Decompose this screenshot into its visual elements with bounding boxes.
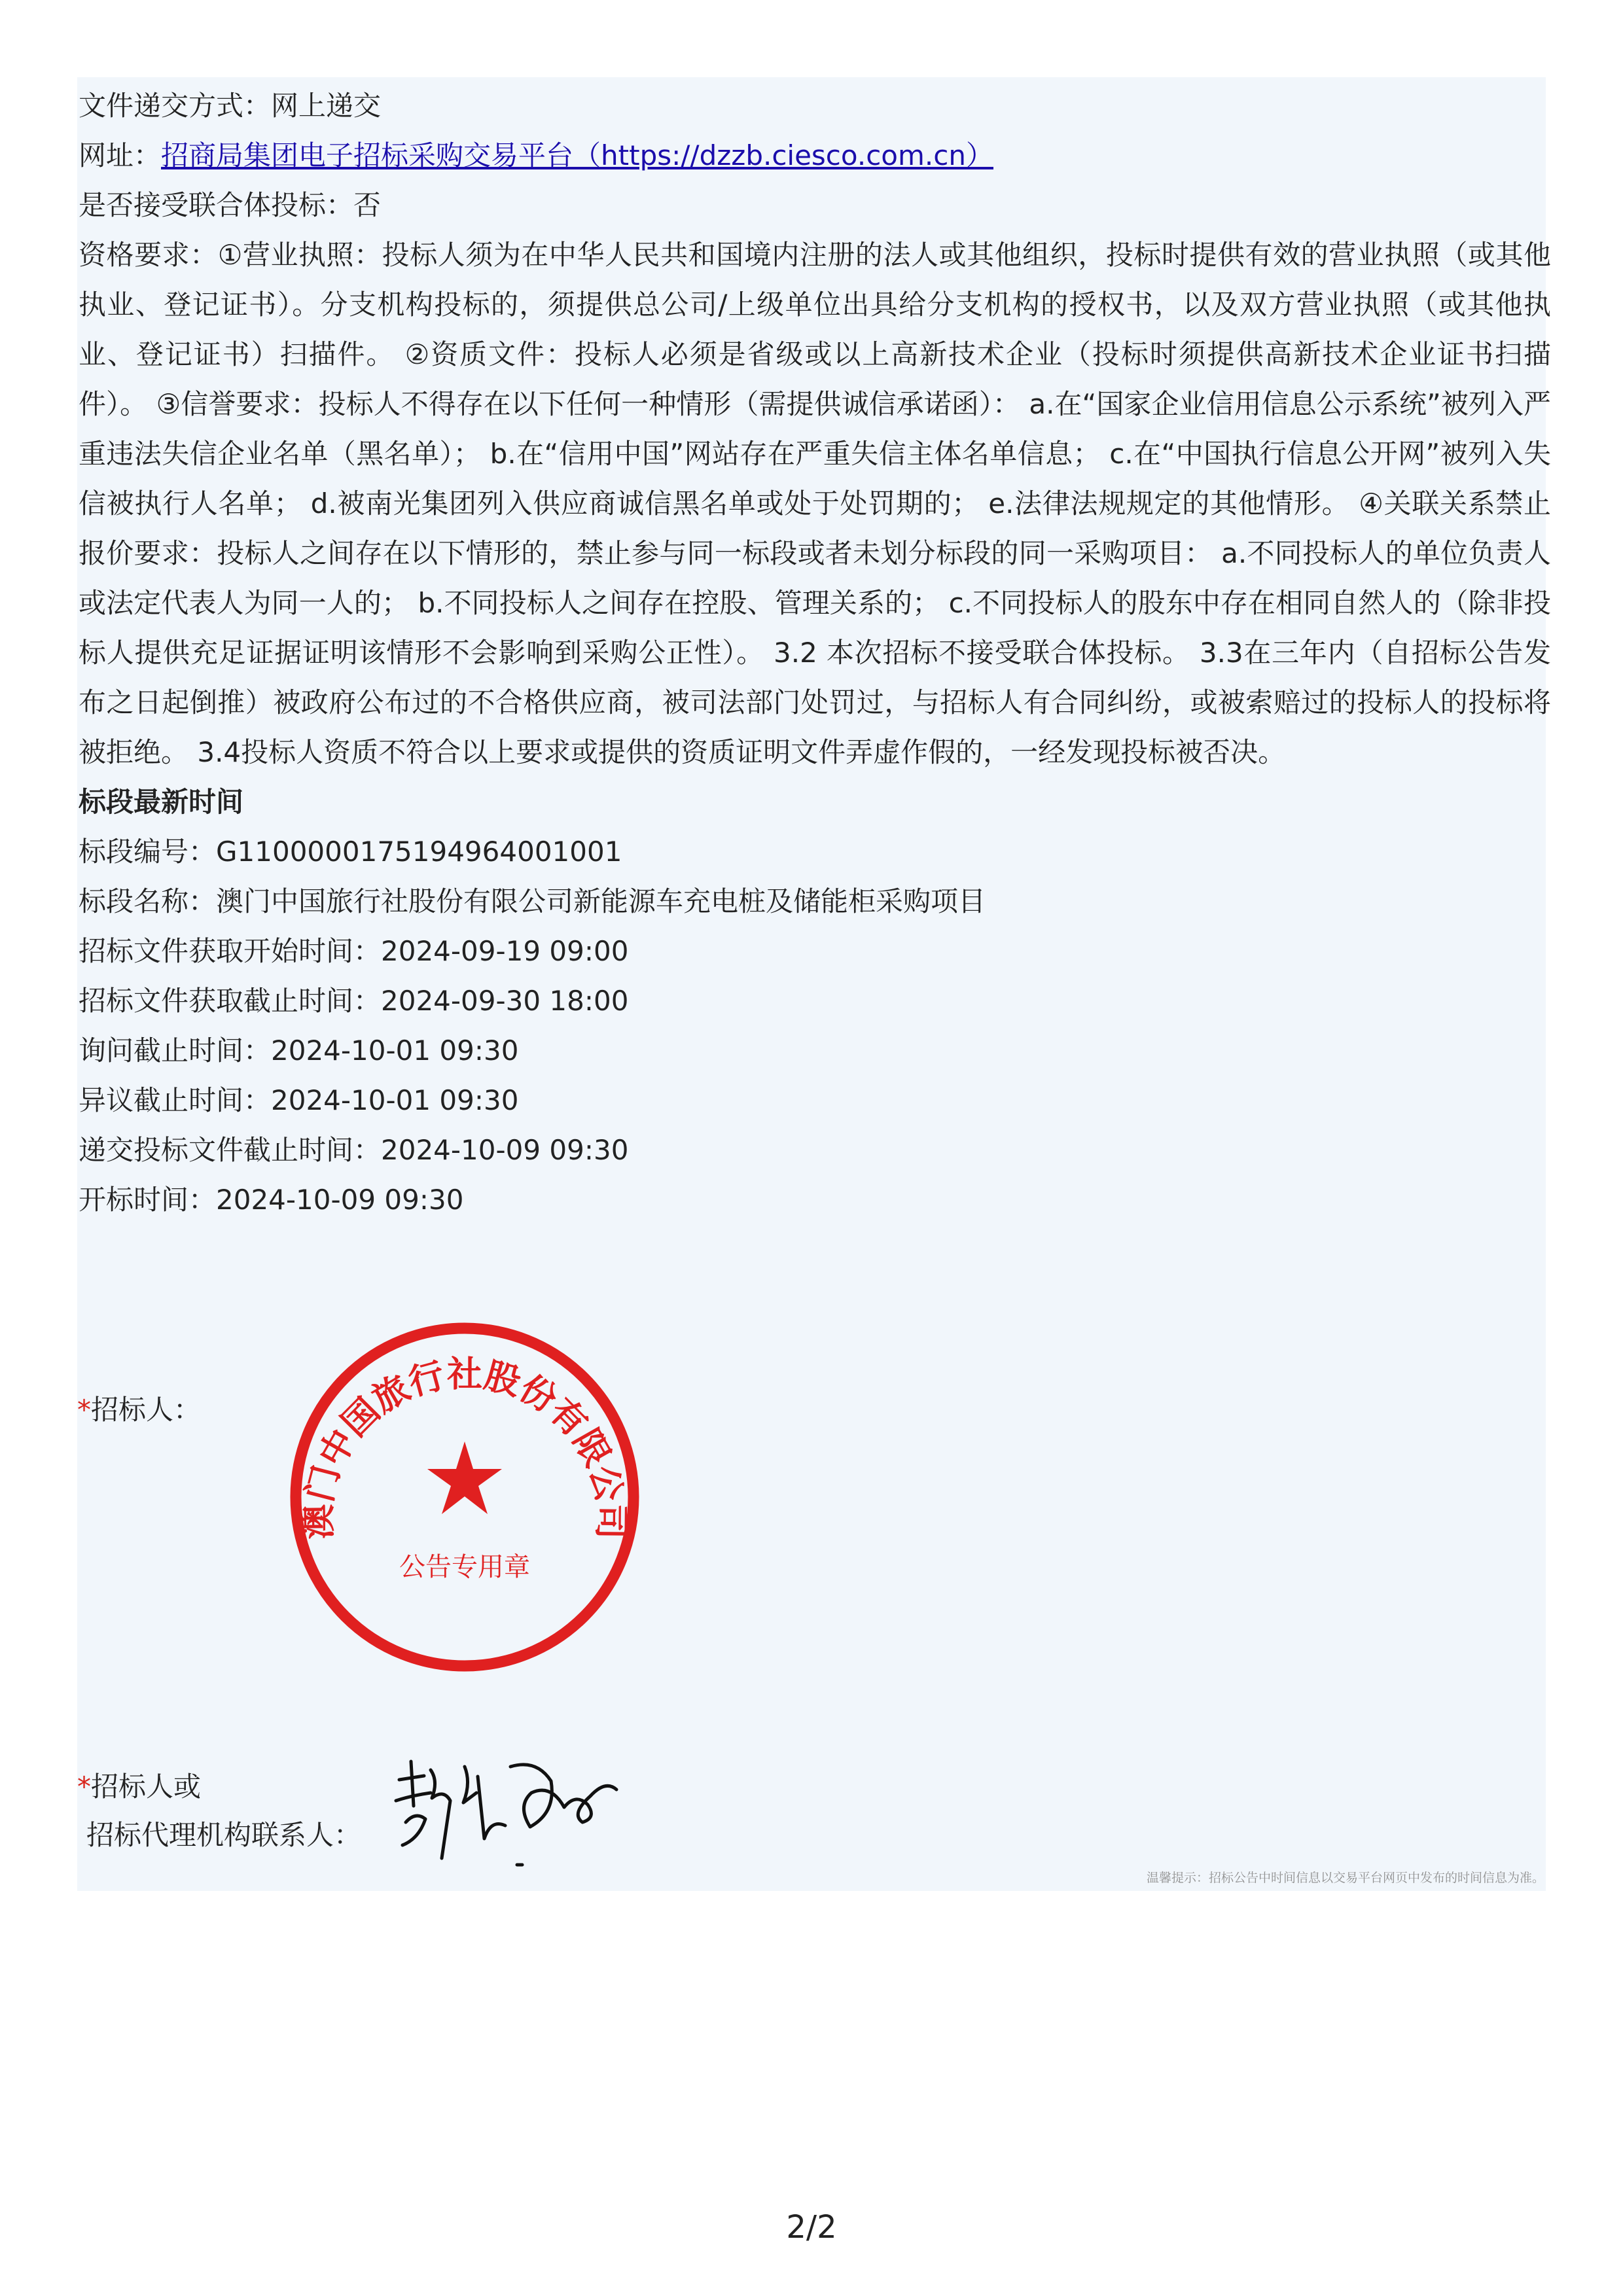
- doc-end-time: 招标文件获取截止时间：2024-09-30 18:00: [79, 985, 629, 1017]
- required-mark: *: [77, 1394, 91, 1426]
- contact-signature: [380, 1740, 628, 1871]
- seal-name: 澳门中国旅行社股份有限公司: [296, 1352, 633, 1540]
- submit-method: 文件递交方式：网上递交: [79, 90, 382, 122]
- contact-label-1: 招标人或: [91, 1771, 202, 1803]
- seal-subtitle: 公告专用章: [399, 1552, 530, 1582]
- objection-deadline: 异议截止时间：2024-10-01 09:30: [79, 1084, 519, 1116]
- company-seal: [288, 1320, 641, 1674]
- required-mark: *: [77, 1771, 91, 1803]
- submission-deadline: 递交投标文件截止时间：2024-10-09 09:30: [79, 1134, 629, 1166]
- section-code: 标段编号：G1100000175194964001001: [79, 836, 622, 868]
- hint-text: 温馨提示：招标公告中时间信息以交易平台网页中发布的时间信息为准。: [1146, 1871, 1544, 1885]
- contact-label-row-1: [77, 1763, 201, 1811]
- doc-start-time: 招标文件获取开始时间：2024-09-19 09:00: [79, 935, 629, 967]
- section-name: 标段名称：澳门中国旅行社股份有限公司新能源车充电桩及储能柜采购项目: [79, 885, 986, 917]
- announcement-body: [79, 81, 1551, 1225]
- section-title: 标段最新时间: [79, 786, 244, 818]
- url-label: 网址：: [79, 139, 162, 171]
- inquiry-deadline: 询问截止时间：2024-10-01 09:30: [79, 1034, 519, 1067]
- opening-time: 开标时间：2024-10-09 09:30: [79, 1184, 464, 1216]
- contact-label-2: 招标代理机构联系人：: [86, 1819, 362, 1851]
- tenderer-label: 招标人：: [91, 1394, 202, 1426]
- platform-link[interactable]: 招商局集团电子招标采购交易平台（https://dzzb.ciesco.com.cn）: [161, 139, 993, 171]
- page-number: 2/2: [786, 2209, 837, 2246]
- url-row: [79, 131, 1551, 181]
- qualification-paragraph: 资格要求：①营业执照：投标人须为在中华人民共和国境内注册的法人或其他组织，投标时提供有效的营业执照（或其他执业、登记证书）。分支机构投标的，须提供总公司/上级单位出具给分支机构的授权书，以及双方营业执照（或其他执业、登记证书）扫描件。 ②资质文件：投标人必须是省级或以上高新技术企业（投标时须提供高新技术企业证书扫描件）。 ③信誉要求：投标人不得存在以下任何一种情形（需提供诚信承诺函）： a.在“国家企业信用信息公示系统”被列入严重违法失信企业名单（黑名单）； b.在“信用中国”网站存在严重失信主体名单信息； c.在“中国执行信息公开网”被列入失信被执行人名单； d.被南光集团列入供应商诚信黑名单或处于处罚期的； e.法律法规规定的其他情形。 ④关联关系禁止报价要求：投标人之间存在以下情形的，禁止参与同一标段或者未划分标段的同一采购项目： a.不同投标人的单位负责人或法定代表人为同一人的； b.不同投标人之间存在控股、管理关系的； c.不同投标人的股东中存在相同自然人的（除非投标人提供充足证据证明该情形不会影响到采购公正性）。 3.2 本次招标不接受联合体投标。 3.3在三年内（自招标公告发布之日起倒推）被政府公布过的不合格供应商，被司法部门处罚过，与招标人有合同纠纷，或被索赔过的投标人的投标将被拒绝。 3.4投标人资质不符合以上要求或提供的资质证明文件弄虚作假的，一经发现投标被否决。: [79, 239, 1551, 768]
- consortium-line: 是否接受联合体投标：否: [79, 189, 382, 221]
- seal-star-icon: [427, 1441, 502, 1514]
- tenderer-label-row: [77, 1386, 201, 1434]
